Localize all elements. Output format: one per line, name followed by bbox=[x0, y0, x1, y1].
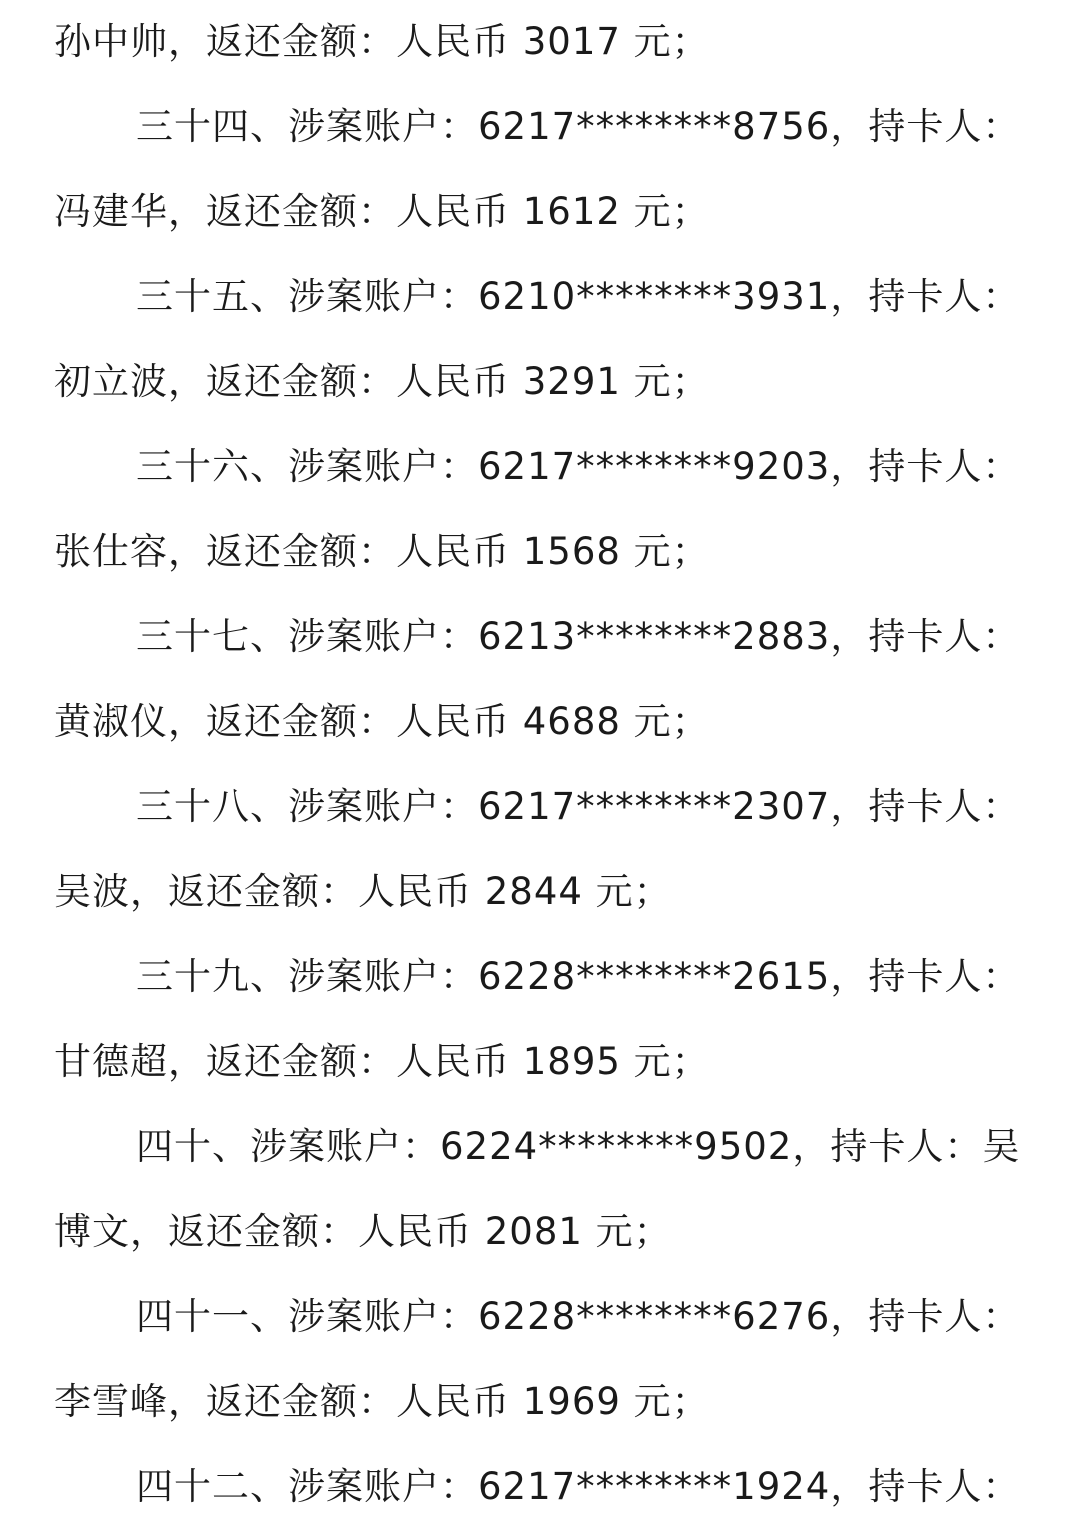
text-line: 初立波，返还金额：人民币 3291 元； bbox=[54, 360, 710, 403]
text-line: 三十九、涉案账户：6228********2615，持卡人： bbox=[136, 955, 1021, 998]
text-line: 三十六、涉案账户：6217********9203，持卡人： bbox=[136, 445, 1021, 488]
text-line: 吴波，返还金额：人民币 2844 元； bbox=[54, 870, 672, 913]
text-line: 三十四、涉案账户：6217********8756，持卡人： bbox=[136, 105, 1021, 148]
text-line: 四十二、涉案账户：6217********1924，持卡人： bbox=[136, 1465, 1021, 1508]
text-line: 四十一、涉案账户：6228********6276，持卡人： bbox=[136, 1295, 1021, 1338]
text-line: 博文，返还金额：人民币 2081 元； bbox=[54, 1210, 672, 1253]
text-line: 甘德超，返还金额：人民币 1895 元； bbox=[54, 1040, 710, 1083]
text-line: 张仕容，返还金额：人民币 1568 元； bbox=[54, 530, 710, 573]
text-line: 李雪峰，返还金额：人民币 1969 元； bbox=[54, 1380, 710, 1423]
text-line: 三十八、涉案账户：6217********2307，持卡人： bbox=[136, 785, 1021, 828]
text-line: 四十、涉案账户：6224********9502，持卡人：吴 bbox=[136, 1125, 1021, 1168]
text-line: 三十五、涉案账户：6210********3931，持卡人： bbox=[136, 275, 1021, 318]
text-line: 冯建华，返还金额：人民币 1612 元； bbox=[54, 190, 710, 233]
text-line: 孙中帅，返还金额：人民币 3017 元； bbox=[54, 20, 710, 63]
text-line: 黄淑仪，返还金额：人民币 4688 元； bbox=[54, 700, 710, 743]
text-line: 三十七、涉案账户：6213********2883，持卡人： bbox=[136, 615, 1021, 658]
